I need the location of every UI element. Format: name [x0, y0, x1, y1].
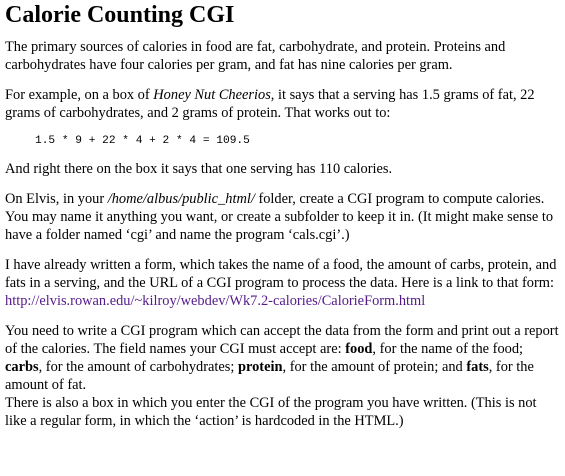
calorie-formula: 1.5 * 9 + 22 * 4 + 2 * 4 = 109.5 — [35, 135, 250, 147]
field-text-3: , for the amount of carbohydrates; — [38, 359, 238, 375]
field-text-4: , for the amount of protein; and — [282, 359, 467, 375]
field-names-paragraph — [5, 322, 559, 394]
calorie-form-link[interactable]: http://elvis.rowan.edu/~kilroy/webdev/Wk7.2-calories/CalorieForm.html — [5, 293, 426, 309]
field-fats: fats — [466, 359, 489, 375]
instructions-text-after: folder, create a CGI program to compute calories. You may name it anything you want, or create a subfolder to keep it in. (It might make sense to have a folder named ‘cgi’ and name the program ‘cals.cgi’.) — [5, 191, 554, 243]
form-description: I have already written a form, which takes the name of a food, the amount of carbs, protein, and fats in a serving, and the URL of a CGI program to process the data. Here is a link to that form: — [5, 257, 557, 291]
cgi-box-paragraph: There is also a box in which you enter the CGI of the program you have written. (This is not like a regular form, in which the ‘action’ is hardcoded in the HTML.) — [5, 395, 537, 429]
example-text-before: For example, on a box of — [5, 87, 154, 103]
field-protein: protein — [237, 359, 283, 375]
field-text-5: , for the amount of fat. — [5, 359, 534, 393]
example-text-after: , it says that a serving has 1.5 grams of fat, 22 grams of carbohydrates, and 2 grams of protein. That works out to: — [5, 87, 535, 121]
folder-path: /home/albus/public_html/ — [107, 191, 255, 207]
form-paragraph — [5, 256, 559, 310]
field-text-1: You need to write a CGI program which can accept the data from the form and print out a report of the calories. The field names your CGI must accept are: — [5, 323, 559, 357]
intro-paragraph: The primary sources of calories in food are fat, carbohydrate, and protein. Proteins and carbohydrates have four calories per gram, and fat has nine calories per gram. — [5, 39, 506, 73]
example-paragraph — [5, 86, 559, 122]
field-carbs: carbs — [5, 359, 39, 375]
field-food: food — [345, 341, 373, 357]
instructions-text-before: On Elvis, in your — [5, 191, 108, 207]
box-calories-paragraph: And right there on the box it says that one serving has 110 calories. — [5, 161, 393, 177]
instructions-paragraph — [5, 190, 559, 244]
field-text-2: , for the name of the food; — [372, 341, 524, 357]
page-title: Calorie Counting CGI — [5, 2, 235, 28]
product-name: Honey Nut Cheerios — [153, 87, 271, 103]
